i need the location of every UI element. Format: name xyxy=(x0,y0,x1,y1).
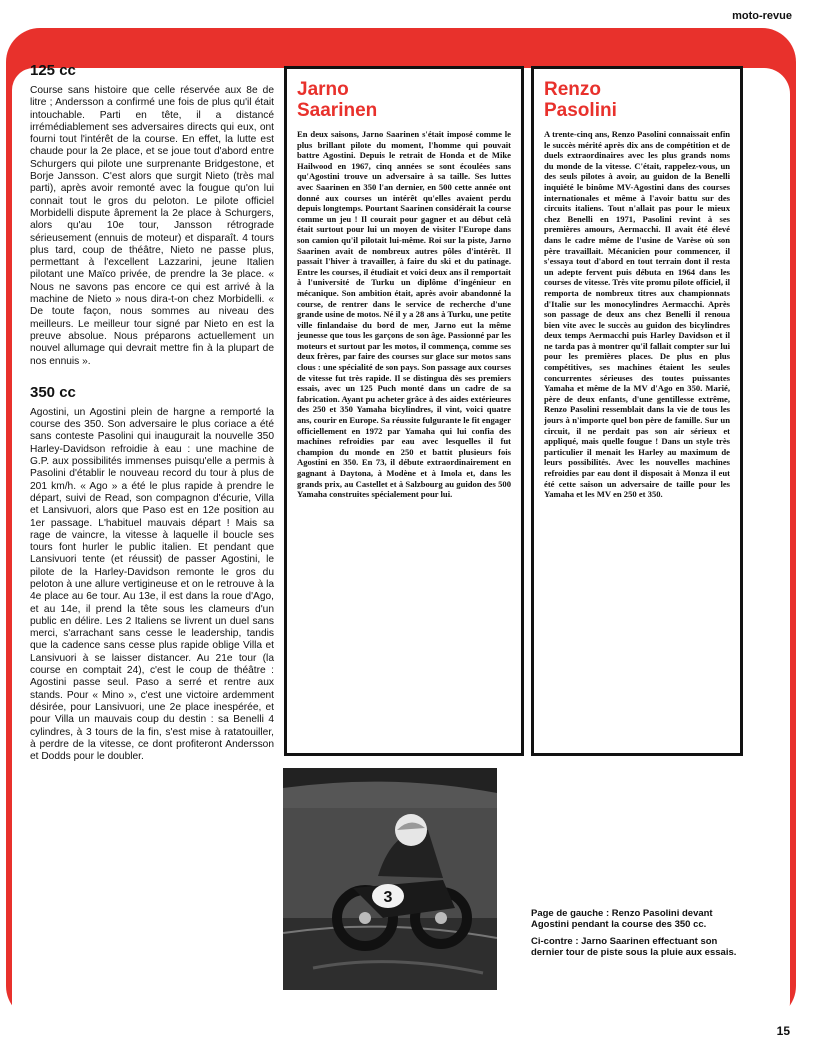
pasolini-biography: A trente-cinq ans, Renzo Pasolini connaissait enfin le succès mérité après dix ans de compétition et de duels extraordinaires avec les plus grands noms du monde de la vitesse. C'était, rappelez-vous, un des seuls pilotes à avoir, au guidon de la Benelli inquiété le binôme MV-Agostini dans des courses internationales et même à l'avoir battu sur des circuits italiens. Tout n'allait pas pour le mieux chez Benelli en 1971, Pasolini revint à ses premières amours, Aermacchi. Il avait été élevé dans le cadre même de l'usine de Varèse où son père travaillait. Mécanicien pour commencer, il s'essaya tout d'abord en tout terrain dont il resta un adepte fervent puis débuta en 1964 dans les courses de vitesse. Très vite promu pilote officiel, il remporta de nombreux titres aux championnats d'Italie sur les monocylindres Aermacchi. Après son passage de deux ans chez Benelli il renoua bien vite avec le succès au guidon des bicylindres deux temps Aermacchi puis Harley Davidson et il ne tarda pas à montrer qu'il fallait compter sur lui pour les premières places. De plus en plus compétitives, ses machines étaient les seules concurrentes sérieuses des toutes puissantes Yamaha et même de la MV d'Ago en 350. Marié, père de deux enfants, d'une gentillesse extrême, Renzo Pasolini ressemblait dans la vie de tous les jours à n'importe quel bon père de famille. Sur un circuit, il ne perdait pas son air sérieux et appliqué, mais quelle fougue ! Dans un style très particulier il menait les Harley au maximum de leurs possibilités. Avec les nouvelles machines refroidies par eau dont il disposait à Monza il eut été cette saison un adversaire de taille pour les Yamaha et les MV en 250 et 350. xyxy=(544,129,730,500)
pasolini-title xyxy=(544,79,730,121)
saarinen-last-name: Saarinen xyxy=(297,100,378,121)
saarinen-first-name: Jarno xyxy=(297,79,349,100)
saarinen-biography: En deux saisons, Jarno Saarinen s'était imposé comme le plus brillant pilote du moment, l'homme qui pouvait battre Agostini. Depuis le retrait de Honda et de Mike Hailwood en 1967, cinq années se sont écoulées sans qu'Agostini trouve un adversaire à sa taille. Ses luttes avec Saarinen en 350 l'an dernier, en 500 cette année ont donné aux courses un intérêt qu'elles avaient perdu depuis longtemps. Pourtant Saarinen considérait la course comme un jeu ! Il courait pour gagner et au début celà était surtout pour lui un moyen de visiter l'Europe dans son camion qu'il pilotait lui-même. Roi sur la piste, Jarno Saarinen avait de nombreux autres pôles d'intérêt. Il passait l'hiver à travailler, à faire du ski et du patinage. Entre les courses, il étudiait et voici deux ans il remportait à l'université de Turku un diplôme d'ingénieur en mécanique. Son ambition était, après avoir abandonné la course, de rentrer dans le service de recherche d'une grande usine de motos. Né il y a 28 ans à Turku, une petite ville finlandaise du bord de mer, Jarno eut la même jeunesse que tous les garçons de son âge. Passionné par les moteurs et surtout par les motos, il commença, comme ses deux frères, par faire des courses sur glace sur motos sans clous : une spécialité de son pays. Son passage aux courses de vitesse fut très rapide. Il se distingua dès ses premiers essais, avec un 125 Puch monté dans un cadre de sa fabrication. Ayant pu acheter grâce à des aides extérieures des 250 et 350 Yamaha bicylindres, il vint, voici quatre ans, courir en Europe. Sa réussite fulgurante le fit engager officiellement en 1972 par Yamaha qui lui confia des machines refroidies par eau avec lesquelles il fut champion du monde en 250 et battit plusieurs fois Agostini en 350. En 73, il débute extraordinairement en gagnant à Daytona, à Modène et à Imola et, dans les grands prix, au Castellet et à Salzbourg au guidon des 500 Yamaha construites spécialement pour lui. xyxy=(297,129,511,500)
pasolini-first-name: Renzo xyxy=(544,79,601,100)
section-text-125cc: Course sans histoire que celle réservée aux 8e de litre ; Andersson a confirmé une fois de plus qu'il était intouchable. Parti en tête, il a distancé irrémédiablement ses adversaires directs qui eux, ont fourni tout l'intérêt de la course. En effet, la lutte est chaude pour la 2e place, et se joue tout d'abord entre Schurgers qui pilote une surprenante Bridgestone, et Borje Jansson. C'est alors que surgit Nieto (très mal parti), après avoir remonté avec la fougue qu'on lui connait tout le gros du peloton. Le pilote officiel Morbidelli dispute âprement la 2e place à Schurgers, alors qu'au 10e tour, Jansson rétrograde sérieusement (ennuis de moteur) et disparaît. 4 tours plus tard, coup de théâtre, Nieto ne passe plus, permettant à l'excellent Lazzarini, jeune Italien pilotant une Maïco privée, de prendre la 3e place. « Nous ne savons pas encore ce qui est arrivé à la machine de Nieto » nous dira-t-on chez Morbidelli. « De toute façon, nous sommes au niveau des meilleurs. Le meilleur tour signé par Nieto en est la preuve absolue. Nous préparons actuellement un nouvel allumage qui devrait mettre fin à la plupart de nos ennuis ». xyxy=(30,85,274,367)
section-title-125cc: 125 cc xyxy=(30,62,76,79)
pasolini-last-name: Pasolini xyxy=(544,100,617,121)
publication-header: moto-revue xyxy=(732,10,792,22)
pasolini-profile-box xyxy=(531,66,743,756)
photo-captions xyxy=(531,908,743,964)
section-text-350cc: Agostini, un Agostini plein de hargne a remporté la course des 350. Son adversaire le plus coriace a été sans conteste Pasolini qui inaugurait la nouvelle 350 Harley-Davidson refroidie à eau : une machine de G.P. aux possibilités immenses puisqu'elle a permis à Pasolini d'établir le nouveau record du tour à plus de 201 km/h. « Ago » a été le plus rapide à prendre le départ, suivi de Read, son compagnon d'écurie, Villa et Lansivuori, alors que Paso est en 12e position au 1er passage. L'habituel mauvais départ ! Mais sa rage de vaincre, la vitesse à laquelle il boucle ses tours font hurler le public italien. Et pendant que Lansivuori tente (et réussit) de passer Agostini, le pilote de la Harley-Davidson remonte le gros du peloton à une allure vertigineuse et on le retrouve à la 4e place au 6e tour. Au 13e, il est dans la roue d'Ago, et au 14e, il prend la tête sous les clameurs d'un public en délire. Les 2 Italiens se livrent un duel sans merci, s'arrachant sans cesse le leadership, tandis que la cadence sans cesse plus rapide oblige Villa et Lansivuori à se laisser distancer. Au 21e tour (la course en comptait 24), c'est le coup de théâtre : Agostini passe seul. Paso a serré et rentre aux stands. Pour « Mino », c'est une victoire ardemment désirée, pour Lansivuori, une 2e place inespérée, et pour Villa un mauvais coup du destin : sa Benelli 4 cylindres, à 3 tours de la fin, s'est mise à ratatouiller, à perdre de la vitesse, ce dont profiteront Andersson et Dodds pour le doubler. xyxy=(30,406,274,763)
caption-opposite: Ci-contre : Jarno Saarinen effectuant son dernier tour de piste sous la pluie aux essais. xyxy=(531,936,737,958)
motorcycle-rider-illustration xyxy=(283,768,497,990)
saarinen-profile-box xyxy=(284,66,524,756)
race-number: 3 xyxy=(383,889,393,906)
saarinen-photo xyxy=(283,768,497,990)
saarinen-title xyxy=(297,79,511,121)
caption-left-page: Page de gauche : Renzo Pasolini devant Agostini pendant la course des 350 cc. xyxy=(531,908,713,930)
left-article-column xyxy=(30,62,274,763)
page-number: 15 xyxy=(776,1024,790,1038)
section-title-350cc: 350 cc xyxy=(30,383,76,401)
